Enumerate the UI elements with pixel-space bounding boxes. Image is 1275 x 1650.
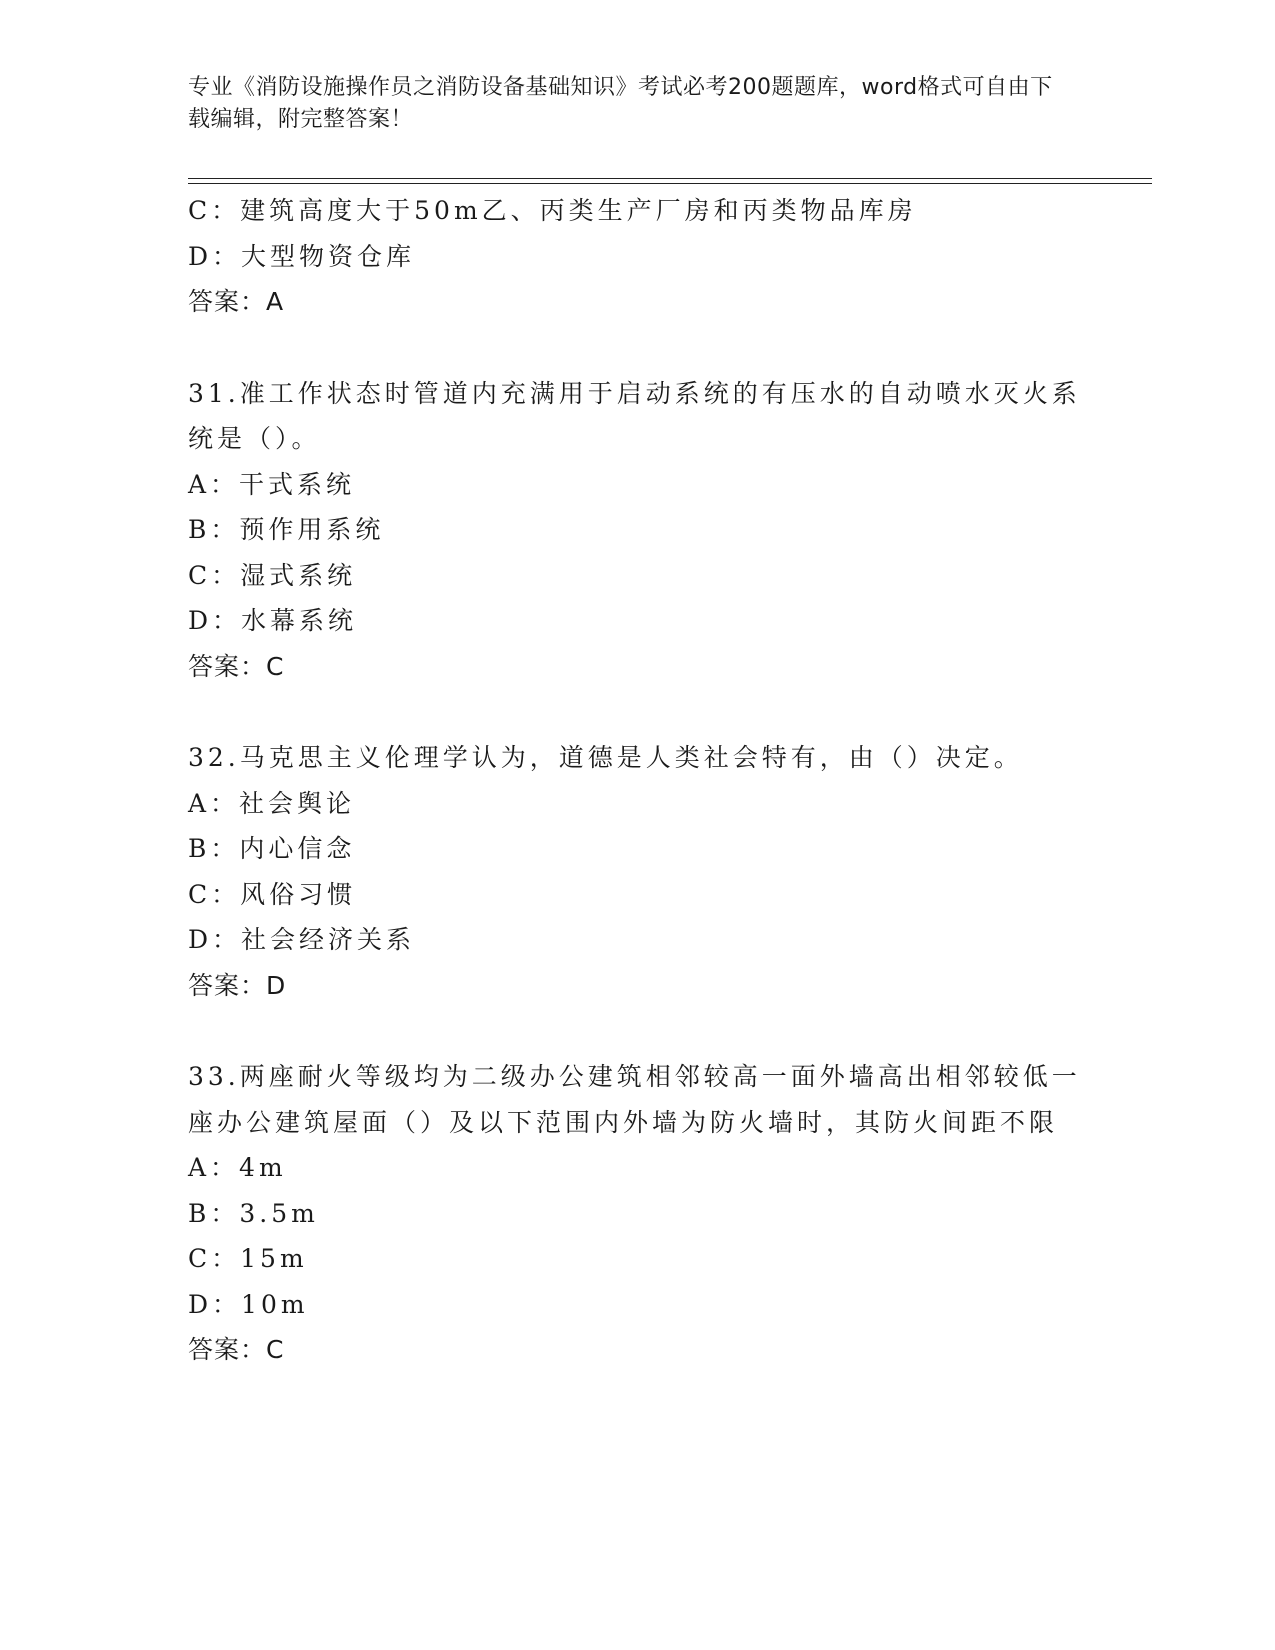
option-c: C：风俗习惯 [188,879,357,909]
question-32 [188,735,1088,1008]
option-b: B：内心信念 [188,834,356,863]
question-stem: 33.两座耐火等级均为二级办公建筑相邻较高一面外墙高出相邻较低一 [188,1062,1081,1091]
question-stem: 座办公建筑屋面（）及以下范围内外墙为防火墙时，其防火间距不限 [188,1107,1059,1137]
option-d: D：10m [188,1289,309,1319]
option-d: D：大型物资仓库 [188,241,416,271]
question-stem: 31.准工作状态时管道内充满用于启动系统的有压水的自动喷水灭火系 [188,378,1081,408]
answer-line: 答案：A [188,287,285,316]
question-31 [188,371,1088,690]
option-a: A：干式系统 [188,469,356,499]
option-c: C：15m [188,1244,308,1273]
answer-line: 答案：C [188,651,285,681]
option-a: A：社会舆论 [188,788,356,818]
option-b: B：3.5m [188,1198,319,1228]
document-header: 专业《消防设施操作员之消防设备基础知识》考试必考200题题库，word格式可自由下载编辑，附完整答案！ [188,75,1053,132]
option-c: C：建筑高度大于50m乙、丙类生产厂房和丙类物品库房 [188,196,917,225]
option-b: B：预作用系统 [188,515,385,544]
question-stem: 32.马克思主义伦理学认为，道德是人类社会特有，由（）决定。 [188,743,1023,772]
answer-line: 答案：D [188,970,287,1000]
answer-line: 答案：C [188,1335,285,1364]
previous-question-tail [188,188,1088,325]
option-a: A：4m [188,1153,287,1182]
spacer [188,689,1088,735]
spacer [188,325,1088,371]
question-stem: 统是（）。 [188,424,321,453]
header-divider-top [188,178,1152,179]
option-d: D：社会经济关系 [188,925,416,954]
question-33 [188,1054,1088,1373]
option-d: D：水幕系统 [188,606,358,635]
option-c: C：湿式系统 [188,560,357,590]
header-divider-bottom [188,183,1152,184]
spacer [188,1008,1088,1054]
question-list [188,188,1088,1373]
